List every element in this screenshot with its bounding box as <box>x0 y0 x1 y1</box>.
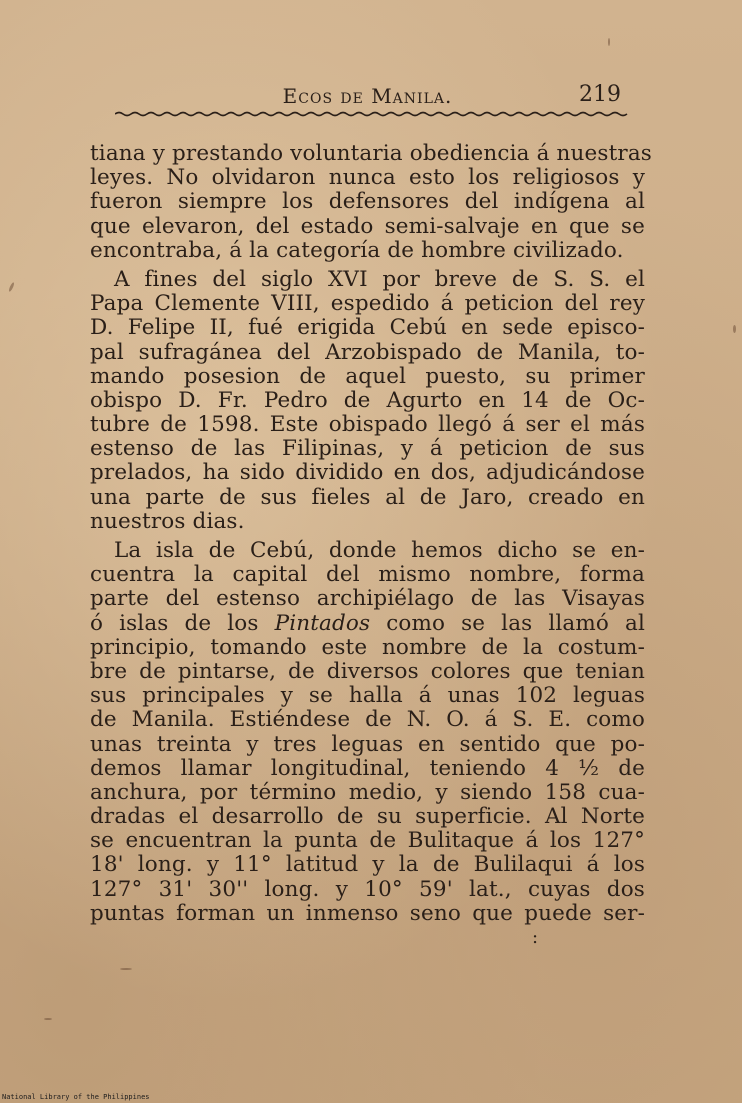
page-header <box>90 84 645 114</box>
text-line: nuestros dias. <box>90 508 245 534</box>
paragraph-3 <box>90 539 645 926</box>
text-line: estenso de las Filipinas, y á peticion de sus <box>90 436 645 462</box>
page-number: 219 <box>579 82 621 107</box>
text-line: de Manila. Estiéndese de N. O. á S. E. como <box>90 707 645 733</box>
text-line: anchura, por término medio, y siendo 158 cua- <box>90 779 645 805</box>
text-line: encontraba, á la categoría de hombre civilizado. <box>90 237 624 263</box>
footer-credit: National Library of the Philippines <box>2 1093 150 1101</box>
paper-speck <box>120 968 132 970</box>
paragraph-2 <box>90 268 645 534</box>
text-line: La isla de Cebú, donde hemos dicho se en- <box>114 538 645 563</box>
text-line: Papa Clemente VIII, espedido á peticion del rey <box>90 291 645 317</box>
text-segment: ó islas de los <box>90 610 275 636</box>
paragraph-1 <box>90 141 652 263</box>
body-text <box>90 141 652 931</box>
text-line: fueron siempre los defensores del indígena al <box>90 189 645 215</box>
text-line: pal sufragánea del Arzobispado de Manila, to- <box>90 339 645 365</box>
text-line: A fines del siglo XVI por breve de S. S. el <box>114 266 645 292</box>
text-line: 18' long. y 11° latitud y la de Bulilaqui á los <box>90 852 645 878</box>
text-line: 127° 31' 30'' long. y 10° 59' lat., cuyas dos <box>90 876 645 902</box>
catchmark: : <box>532 927 539 948</box>
text-line: se encuentran la punta de Bulitaque á los 127° <box>90 828 645 854</box>
running-title: Ecos de Manila. <box>282 84 453 108</box>
paper-speck <box>608 38 610 46</box>
text-line: una parte de sus fieles al de Jaro, creado en <box>90 484 645 510</box>
text-line: puntas forman un inmenso seno que puede ser- <box>90 900 645 926</box>
text-line: cuentra la capital del mismo nombre, forma <box>90 562 645 588</box>
text-line: D. Felipe II, fué erigida Cebú en sede episco- <box>90 315 645 341</box>
text-line: leyes. No olvidaron nunca esto los religiosos y <box>90 165 645 191</box>
text-line: unas treinta y tres leguas en sentido que po- <box>90 731 645 757</box>
text-line: que elevaron, del estado semi-salvaje en que se <box>90 213 645 239</box>
text-line: sus principales y se halla á unas 102 leguas <box>90 683 645 709</box>
paper-speck <box>8 282 15 292</box>
text-segment: como se las llamó al <box>370 610 646 636</box>
text-line: dradas el desarrollo de su superficie. Al Norte <box>90 804 645 830</box>
text-line: principio, tomando este nombre de la costum- <box>90 634 645 660</box>
text-line: obispo D. Fr. Pedro de Agurto en 14 de Oc- <box>90 387 645 413</box>
paper-speck <box>733 325 736 333</box>
text-line: parte del estenso archipiélago de las Visayas <box>90 586 645 612</box>
text-line-with-italic <box>90 612 645 636</box>
ornamental-rule <box>115 111 630 117</box>
text-line: demos llamar longitudinal, teniendo 4 ½ de <box>90 755 645 781</box>
text-line: tubre de 1598. Este obispado llegó á ser el más <box>90 412 645 438</box>
paper-speck <box>44 1018 52 1020</box>
text-line: bre de pintarse, de diversos colores que tenian <box>90 658 645 684</box>
text-line: mando posesion de aquel puesto, su primer <box>90 363 645 389</box>
text-line: tiana y prestando voluntaria obediencia á nuestras <box>90 141 652 166</box>
text-line: prelados, ha sido dividido en dos, adjudicándose <box>90 460 645 486</box>
italic-term: Pintados <box>274 610 371 636</box>
